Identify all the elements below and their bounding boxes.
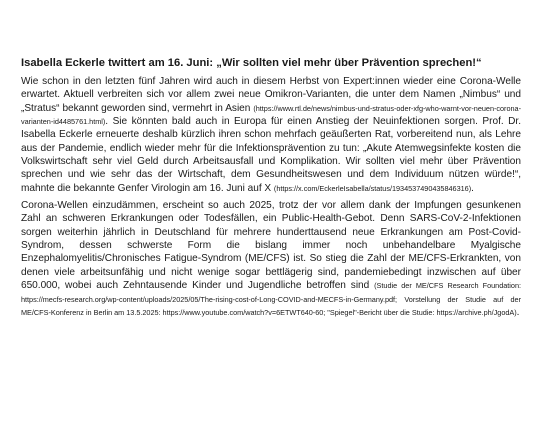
paragraph-1-text-c: . [471,182,474,194]
paragraph-1-text-b: . Sie könnten bald auch in Europa für einen Anstieg der Neuinfektionen sorgen. Prof. Dr. Isabella Eckerle erneuerte deshalb kürzlich ihren schon mehrfach geäußerten Rat, vorbereitend nun, als Lehre aus der Pandemie, endlich wieder mehr für die Infektionsprävention zu tun: „Akute Atemwegsinfekte kosten die Volkswirtschaft sehr viel Geld durch Arbeitsausfall und Komplikation. Wir sollten viel mehr über Prävention sprechen und wie sehr das der Wirtschaft, dem Gesundheitswesen und dem Individuum nützen würde!“, mahnte die bekannte Genfer Virologin am 16. Juni auf X [21,116,521,194]
paragraph-1-text-a: Wie schon in den letzten fünf Jahren wird auch in diesem Herbst von Expert:innen wieder eine Corona-Welle erwartet. Aktuell verbreiten sich vor allem zwei neue Omikron-Varianten, die unter dem Namen „Nimbus“ und „Stratus“ bekannt geworden sind, vermehrt in Asien [21,76,521,114]
paragraph-2-text-a: Corona-Wellen einzudämmen, erscheint so auch 2025, trotz der vor allem dank der Impfungen gesunkenen Zahl an schweren Erkrankungen oder Todesfällen, ein Public-Health-Gebot. Denn SARS-CoV-2-Infektionen sorgen weiterhin jährlich in Deutschland für mehrere hunderttausend neue Erkrankungen am Post-Covid-Syndrom, dessen schwerste Form die bislang immer noch unbehandelbare Myalgische Enzephalomyelitis/Chronisches Fatigue-Syndrom (ME/CFS) ist. So stieg die Zahl der ME/CFS-Erkrankten, von denen viele arbeitsunfähig und nicht wenige sogar bettlägerig sind, pandemiebedingt inzwischen auf über 650.000, wobei auch Zehntausende Kinder und Jugendliche betroffen sind [21,200,521,292]
article [21,56,521,323]
paragraph-2 [21,199,521,319]
source-citation-study: (Studie der ME/CFS Research Foundation: https://mecfs-research.org/wp-content/uploads/2025/05/The-rising-cost-of-Long-COVID-and-MECFS-in-Germany.pdf; Vorstellung der Studie auf der ME/CFS-Konferenz in Berlin am 13.5.2025: https://www.youtube.com/watch?v=6ETWT640-60; "Spiegel"-Bericht über die Studie: https://archive.ph/JgodA) [21,281,521,317]
source-citation-x: (https://x.com/EckerleIsabella/status/1934537490435846316) [273,183,472,193]
article-heading: Isabella Eckerle twittert am 16. Juni: „Wir sollten viel mehr über Prävention sprechen!“ [21,57,482,69]
source-citation-rtl: (https://www.rtl.de/news/nimbus-und-stratus-oder-xfg-who-warnt-vor-neuen-corona-varianten-id4485761.html) [21,103,521,127]
paragraph-1 [21,75,521,195]
paragraph-2-text-b: . [516,306,520,318]
